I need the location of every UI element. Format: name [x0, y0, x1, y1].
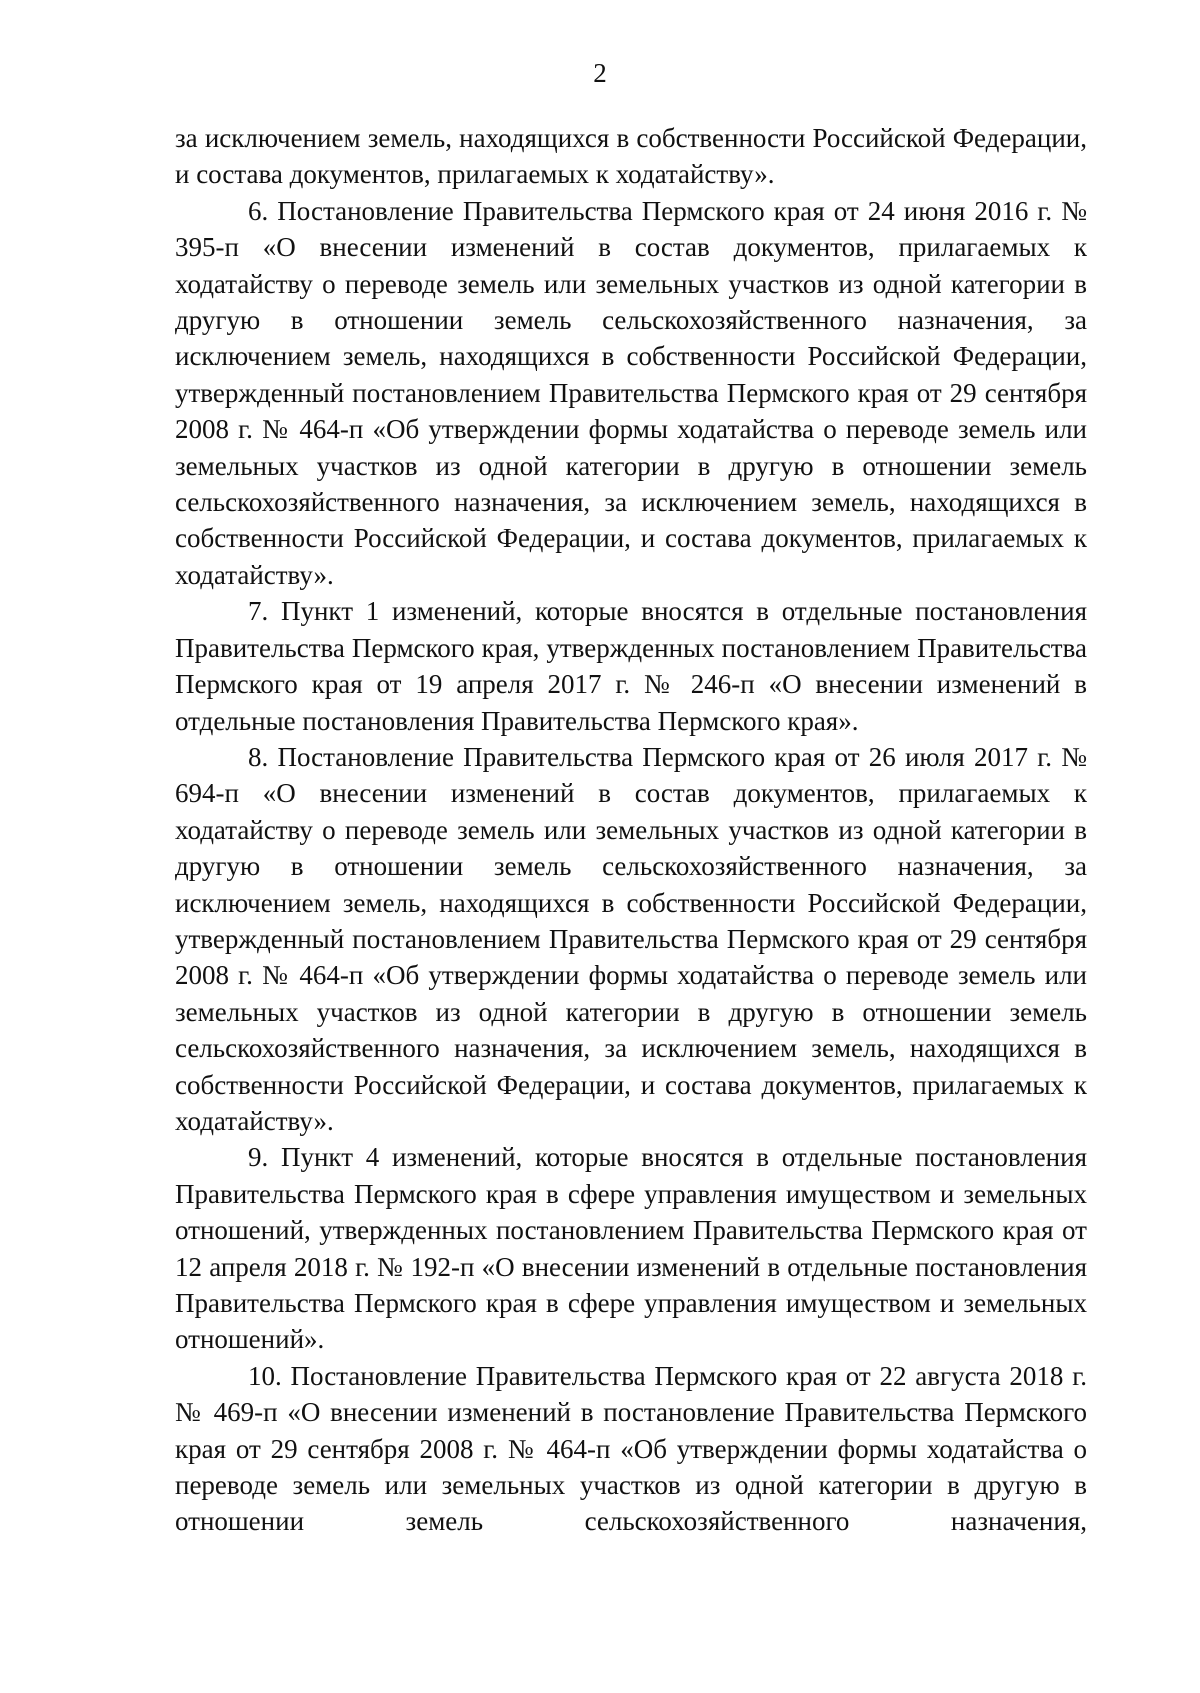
paragraph-item-10: 10. Постановление Правительства Пермского края от 22 августа 2018 г. № 469-п «О внесении изменений в постановление Правительства Пермского края от 29 сентября 2008 г. № 464-п «Об утверждении формы ходатайства о переводе земель или земельных участков из одной категории в другую в отношении земель сельскохозяйственного назначения, — [175, 1360, 1087, 1537]
paragraph-item-9: 9. Пункт 4 изменений, которые вносятся в отдельные постановления Правительства Пермского края в сфере управления имуществом и земельных отношений, утвержденных постановлением Правительства Пермского края от 12 апреля 2018 г. № 192-п «О внесении изменений в отдельные постановления Правительства Пермского края в сфере управления имуществом и земельных отношений». — [175, 1142, 1087, 1355]
paragraph-item-8: 8. Постановление Правительства Пермского края от 26 июля 2017 г. № 694-п «О внесении изменений в состав документов, прилагаемых к ходатайству о переводе земель или земельных участков из одной категории в другую в отношении земель сельскохозяйственного назначения, за исключением земель, находящихся в собственности Российской Федерации, утвержденный постановлением Правительства Пермского края от 29 сентября 2008 г. № 464-п «Об утверждении формы ходатайства о переводе земель или земельных участков из одной категории в другую в отношении земель сельскохозяйственного назначения, за исключением земель, находящихся в собственности Российской Федерации, и состава документов, прилагаемых к ходатайству». — [175, 741, 1087, 1136]
document-body — [175, 120, 1087, 1540]
page-number: 2 — [593, 58, 607, 88]
paragraph-item-6: 6. Постановление Правительства Пермского края от 24 июня 2016 г. № 395-п «О внесении изменений в состав документов, прилагаемых к ходатайству о переводе земель или земельных участков из одной категории в другую в отношении земель сельскохозяйственного назначения, за исключением земель, находящихся в собственности Российской Федерации, утвержденный постановлением Правительства Пермского края от 29 сентября 2008 г. № 464-п «Об утверждении формы ходатайства о переводе земель или земельных участков из одной категории в другую в отношении земель сельскохозяйственного назначения, за исключением земель, находящихся в собственности Российской Федерации, и состава документов, прилагаемых к ходатайству». — [175, 195, 1087, 590]
paragraph-item-7: 7. Пункт 1 изменений, которые вносятся в отдельные постановления Правительства Пермского края, утвержденных постановлением Правительства Пермского края от 19 апреля 2017 г. № 246-п «О внесении изменений в отдельные постановления Правительства Пермского края». — [175, 596, 1087, 736]
paragraph-5-continuation: за исключением земель, находящихся в собственности Российской Федерации, и состава документов, прилагаемых к ходатайству». — [175, 123, 1087, 190]
